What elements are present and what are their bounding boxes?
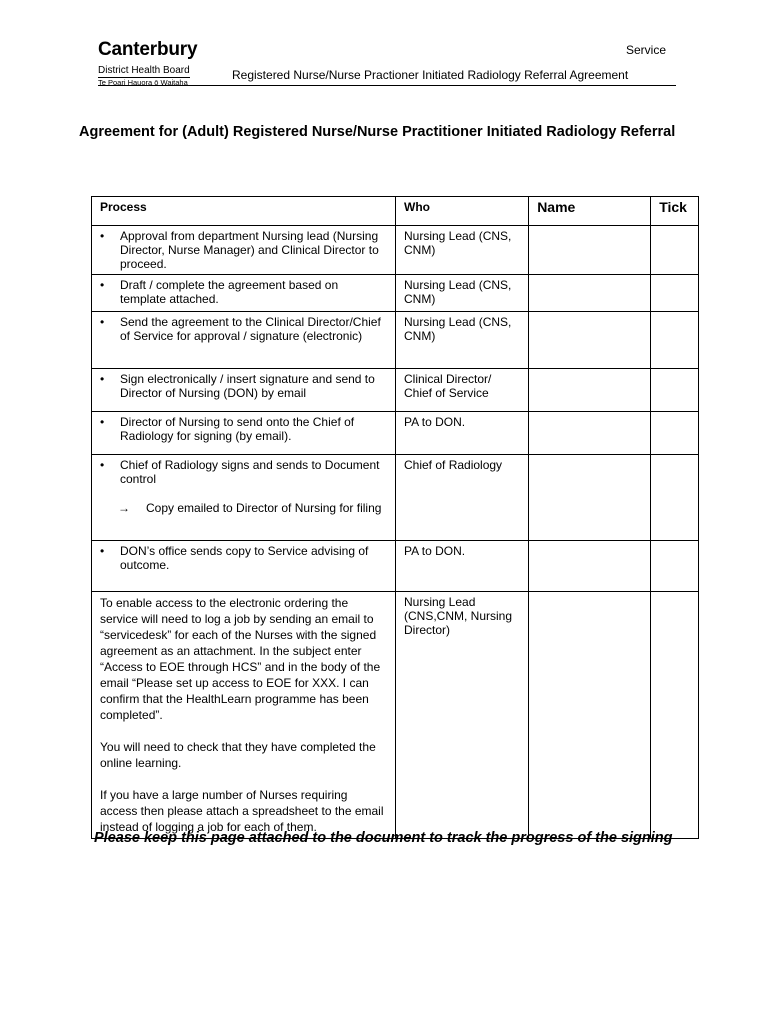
bullet: •: [100, 372, 105, 386]
tick-cell[interactable]: [651, 226, 699, 275]
who-cell: Nursing Lead (CNS,CNM, Nursing Director): [396, 592, 529, 839]
header-doc-title: Registered Nurse/Nurse Practioner Initiated Radiology Referral Agreement: [232, 68, 629, 82]
who-cell: Clinical Director/ Chief of Service: [396, 369, 529, 412]
bullet: •: [100, 315, 105, 329]
table-row: [92, 541, 699, 592]
header-service: Service: [625, 43, 666, 57]
tick-cell[interactable]: [651, 455, 699, 541]
table-row: [92, 412, 699, 455]
process-text: Send the agreement to the Clinical Director/Chief of Service for approval / signature (electronic): [120, 315, 381, 343]
bullet: •: [100, 229, 105, 243]
bullet: •: [100, 544, 105, 558]
process-cell: [92, 369, 396, 412]
spreadsheet-note: If you have a large number of Nurses requiring access then please attach a spreadsheet to the email instead of logging a job for each of them.: [100, 788, 384, 834]
process-cell: [92, 455, 396, 541]
footer-note: Please keep this page attached to the document to track the progress of the signing: [94, 830, 673, 846]
page-title: Agreement for (Adult) Registered Nurse/Nurse Practitioner Initiated Radiology Referral: [79, 124, 676, 140]
logo-name: Canterbury: [98, 39, 198, 60]
name-cell[interactable]: [529, 275, 651, 312]
header-tick: Tick: [651, 197, 699, 226]
who-cell: PA to DON.: [396, 541, 529, 592]
process-cell: [92, 312, 396, 369]
process-text: Approval from department Nursing lead (Nursing Director, Nurse Manager) and Clinical Director to proceed.: [120, 229, 379, 271]
tick-cell[interactable]: [651, 369, 699, 412]
who-cell: Chief of Radiology: [396, 455, 529, 541]
who-cell: PA to DON.: [396, 412, 529, 455]
logo: [98, 40, 197, 88]
process-table: [91, 196, 699, 839]
header-name: Name: [529, 197, 651, 226]
name-cell[interactable]: [529, 592, 651, 839]
table-row: [92, 226, 699, 275]
tick-cell[interactable]: [651, 312, 699, 369]
who-cell: Nursing Lead (CNS, CNM): [396, 312, 529, 369]
header-divider: [98, 85, 676, 86]
tick-cell[interactable]: [651, 592, 699, 839]
process-text: Sign electronically / insert signature and send to Director of Nursing (DON) by email: [120, 372, 375, 400]
bullet: •: [100, 278, 105, 292]
process-text: Director of Nursing to send onto the Chief of Radiology for signing (by email).: [120, 415, 355, 443]
process-cell: [92, 275, 396, 312]
process-cell: [92, 541, 396, 592]
name-cell[interactable]: [529, 455, 651, 541]
table-row: [92, 592, 699, 839]
logo-maori-subtitle: Te Poari Hauora ō Waitaha: [98, 78, 188, 87]
name-cell[interactable]: [529, 312, 651, 369]
bullet: •: [100, 415, 105, 429]
process-subtext: Copy emailed to Director of Nursing for filing: [146, 501, 382, 515]
header-process: Process: [92, 197, 396, 226]
table-row: [92, 455, 699, 541]
process-cell: [92, 592, 396, 839]
process-cell: [92, 412, 396, 455]
access-instructions: To enable access to the electronic ordering the service will need to log a job by sending an email to “servicedesk” for each of the Nurses with the signed agreement as an attachment. In the subject enter “Access to EOE through HCS” and in the body of the email “Please set up access to EOE for XXX. I can confirm that the HealthLearn programme has been completed”.: [100, 596, 381, 722]
logo-subtitle: District Health Board: [98, 65, 190, 76]
name-cell[interactable]: [529, 369, 651, 412]
process-text: Chief of Radiology signs and sends to Document control: [120, 458, 380, 486]
table-row: [92, 275, 699, 312]
table-header-row: [92, 197, 699, 226]
process-text: Draft / complete the agreement based on template attached.: [120, 278, 339, 306]
bullet: •: [100, 458, 105, 472]
header-who: Who: [396, 197, 529, 226]
tick-cell[interactable]: [651, 412, 699, 455]
table-row: [92, 312, 699, 369]
who-cell: Nursing Lead (CNS, CNM): [396, 275, 529, 312]
name-cell[interactable]: [529, 412, 651, 455]
process-text: DON’s office sends copy to Service advising of outcome.: [120, 544, 369, 572]
tick-cell[interactable]: [651, 541, 699, 592]
who-cell: Nursing Lead (CNS, CNM): [396, 226, 529, 275]
table-row: [92, 369, 699, 412]
name-cell[interactable]: [529, 226, 651, 275]
tick-cell[interactable]: [651, 275, 699, 312]
arrow-icon: →: [118, 501, 130, 515]
learning-check-note: You will need to check that they have completed the online learning.: [100, 740, 376, 770]
process-cell: [92, 226, 396, 275]
name-cell[interactable]: [529, 541, 651, 592]
